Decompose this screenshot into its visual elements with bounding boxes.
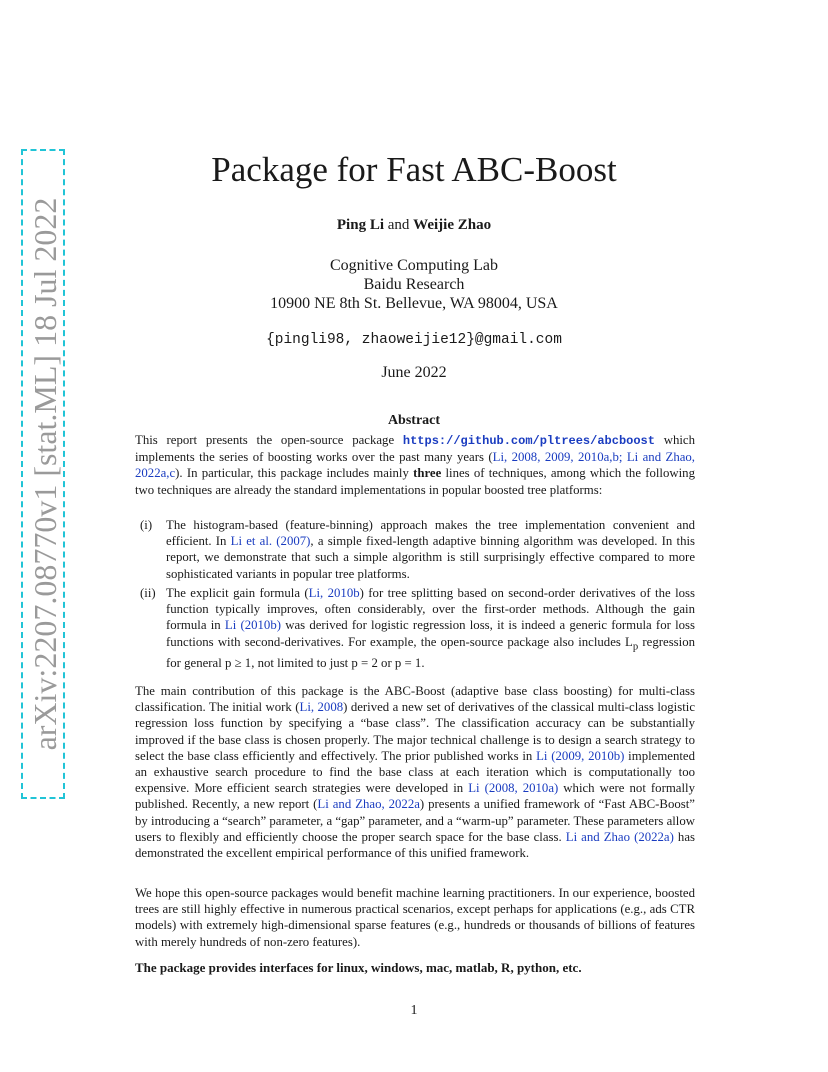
abstract-paragraph: [135, 432, 695, 498]
interfaces-statement: The package provides interfaces for linux, windows, mac, matlab, R, python, etc.: [135, 960, 582, 975]
text-run: , a simple fixed-length adaptive binning algorithm was developed. In this report, we demonstrate that such a simple algorithm is still surprisingly effective compared to more sophisticated variants in popular tree platforms.: [166, 534, 695, 581]
repo-link[interactable]: https://github.com/pltrees/abcboost: [402, 434, 655, 448]
arxiv-sidebar-stamp: arXiv:2207.08770v1 [stat.ML] 18 Jul 2022: [21, 149, 65, 799]
text-run: The explicit gain formula (: [166, 586, 309, 600]
citation-link[interactable]: Li (2009, 2010b): [536, 748, 625, 763]
text-run: The histogram-based (feature-binning) approach makes the tree implementation convenient and efficient. In: [166, 518, 695, 549]
list-item-label: (ii): [140, 586, 156, 600]
paper-title: Package for Fast ABC-Boost: [211, 150, 617, 189]
citation-link[interactable]: Li and Zhao (2022a): [565, 829, 674, 844]
emphasis: three: [413, 466, 442, 481]
page-number: 1: [410, 1003, 418, 1018]
author-email: {pingli98, zhaoweijie12}@gmail.com: [266, 332, 562, 348]
citation-link[interactable]: Li, 2008: [299, 700, 344, 715]
citation-link[interactable]: Li, 2010b: [308, 586, 360, 600]
list-item: [140, 585, 695, 672]
text-run: which were not formally published. Recently, a new report (: [135, 781, 695, 812]
math-subscript: p: [632, 641, 639, 653]
text-run: ). In particular, this package includes mainly: [175, 466, 414, 481]
list-item-text: [166, 517, 695, 582]
text-run: lines of techniques, among which the following two techniques are already the standard implementations in popular boosted tree platforms:: [135, 466, 695, 497]
text-run: ) presents a unified framework of “Fast ABC-Boost” by introducing a “search” parameter, a “gap” parameter, and a “warm-up” parameter. These parameters allow users to flexibly and efficiently choose the proper search space for the base class.: [135, 797, 695, 844]
citation-link[interactable]: Li, 2008, 2009, 2010a,b; Li and Zhao, 2022a,c: [135, 450, 695, 481]
author-conjunction: and: [387, 217, 410, 233]
abstract-heading: Abstract: [387, 413, 441, 428]
body-paragraph: We hope this open-source packages would benefit machine learning practitioners. In our experience, boosted trees are still highly effective in numerous practical scenarios, except perhaps for applications (e.g., ads CTR models) with extremely high-dimensional sparse features (e.g., hundreds or thousands of billions of features with merely hundreds of non-zero features).: [135, 886, 695, 949]
text-run: which implements the series of boosting works over the past many years (: [135, 433, 695, 465]
text-run: The main contribution of this package is the ABC-Boost (adaptive base class boosting) for multi-class classification. The initial work (: [135, 684, 695, 715]
citation-link[interactable]: Li (2008, 2010a): [468, 781, 559, 796]
paper-date: June 2022: [381, 364, 447, 381]
text-run: ) for tree splitting based on second-order derivatives of the loss function typically improves, often considerably, over the first-order methods. Although the gain formula in: [166, 586, 696, 633]
text-run: This report presents the open-source package: [135, 433, 403, 447]
citation-link[interactable]: Li (2010b): [224, 618, 281, 633]
affiliation-lab: Cognitive Computing Lab: [330, 257, 498, 274]
text-run: implemented an exhaustive search procedure to find the base class at each iteration which is computationally too expensive. More efficient search strategies were developed in: [135, 748, 695, 796]
list-item: [140, 517, 695, 582]
body-paragraph: [135, 683, 695, 861]
affiliation-address: 10900 NE 8th St. Bellevue, WA 98004, USA: [270, 295, 558, 312]
text-run: was derived for logistic regression loss, it is indeed a generic formula for loss functions with second-derivatives. For example, the open-source package also includes L: [166, 618, 695, 649]
list-item-label: (i): [140, 518, 153, 532]
text-run: regression for general p ≥ 1, not limited to just p = 2 or p = 1.: [166, 634, 696, 671]
list-item-text: [166, 585, 695, 672]
text-run: ) derived a new set of derivatives of the classical multi-class logistic regression loss function by specifying a “base class”. The classification accuracy can be substantially improved if the base class is chosen properly. The major technical challenge is to design a search strategy to select the base class efficiently and effectively. The prior published works in: [135, 700, 696, 763]
citation-link[interactable]: Li and Zhao, 2022a: [317, 797, 420, 812]
text-run: has demonstrated the excellent empirical performance of this unified framework.: [135, 829, 695, 861]
authors-line: [0, 217, 828, 234]
author-name: Weijie Zhao: [413, 217, 492, 233]
author-name: Ping Li: [336, 217, 384, 233]
affiliation-org: Baidu Research: [363, 276, 465, 293]
citation-link[interactable]: Li et al. (2007): [230, 534, 311, 549]
affiliation: [0, 256, 828, 313]
